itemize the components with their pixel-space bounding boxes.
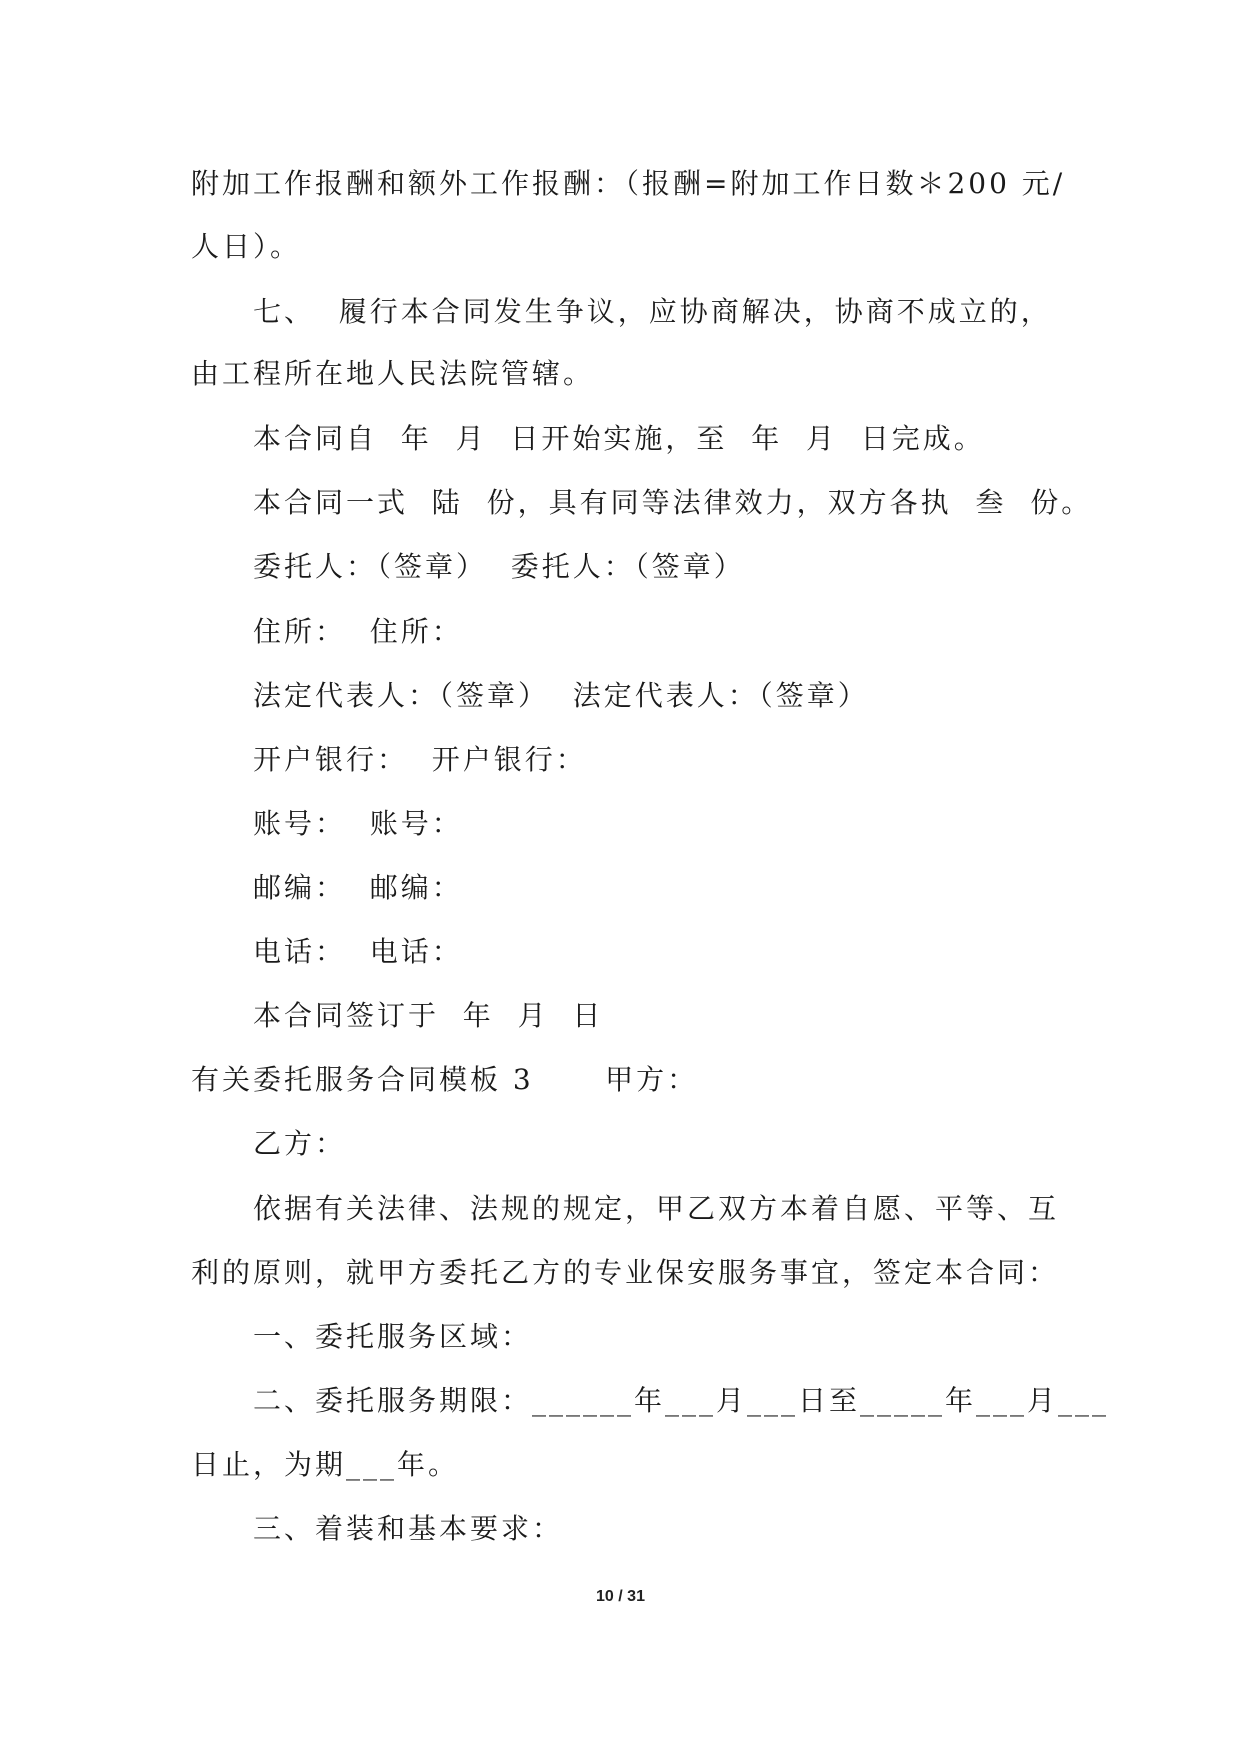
paragraph-line: 七、 履行本合同发生争议，应协商解决，协商不成立的， [253,295,1052,328]
paragraph-line: 住所： 住所： [253,615,463,648]
paragraph-line: 本合同自 年 月 日开始实施，至 年 月 日完成。 [253,422,985,455]
paragraph-line: 本合同签订于 年 月 日 [253,999,604,1032]
paragraph-line: 利的原则，就甲方委托乙方的专业保安服务事宜，签定本合同： [191,1256,1060,1289]
section-heading: 有关委托服务合同模板 3 甲方： [191,1063,699,1096]
paragraph-line: 法定代表人：（签章） 法定代表人：（签章） [253,679,869,712]
page-number: 10 / 31 [596,1588,645,1605]
paragraph-line: 一、委托服务区域： [253,1320,533,1353]
paragraph-line: 电话： 电话： [253,935,463,968]
paragraph-line: 账号： 账号： [253,807,463,840]
paragraph-line: 三、着装和基本要求： [253,1512,564,1545]
paragraph-line: 人日）。 [191,230,302,263]
paragraph-line: 乙方： [253,1127,347,1160]
paragraph-line: 本合同一式 陆 份，具有同等法律效力，双方各执 叁 份。 [253,486,1093,519]
paragraph-line: 由工程所在地人民法院管辖。 [191,357,595,390]
paragraph-line: 二、委托服务期限：______年___月___日至_____年___月___ [253,1384,1110,1417]
paragraph-line: 邮编： 邮编： [253,871,463,904]
paragraph-line: 委托人：（签章） 委托人：（签章） [253,550,745,583]
paragraph-line: 依据有关法律、法规的规定，甲乙双方本着自愿、平等、互 [253,1192,1060,1225]
paragraph-line: 日止，为期___年。 [191,1448,460,1481]
paragraph-line: 附加工作报酬和额外工作报酬：（报酬=附加工作日数＊200 元/ [191,167,1066,200]
paragraph-line: 开户银行： 开户银行： [253,743,587,776]
